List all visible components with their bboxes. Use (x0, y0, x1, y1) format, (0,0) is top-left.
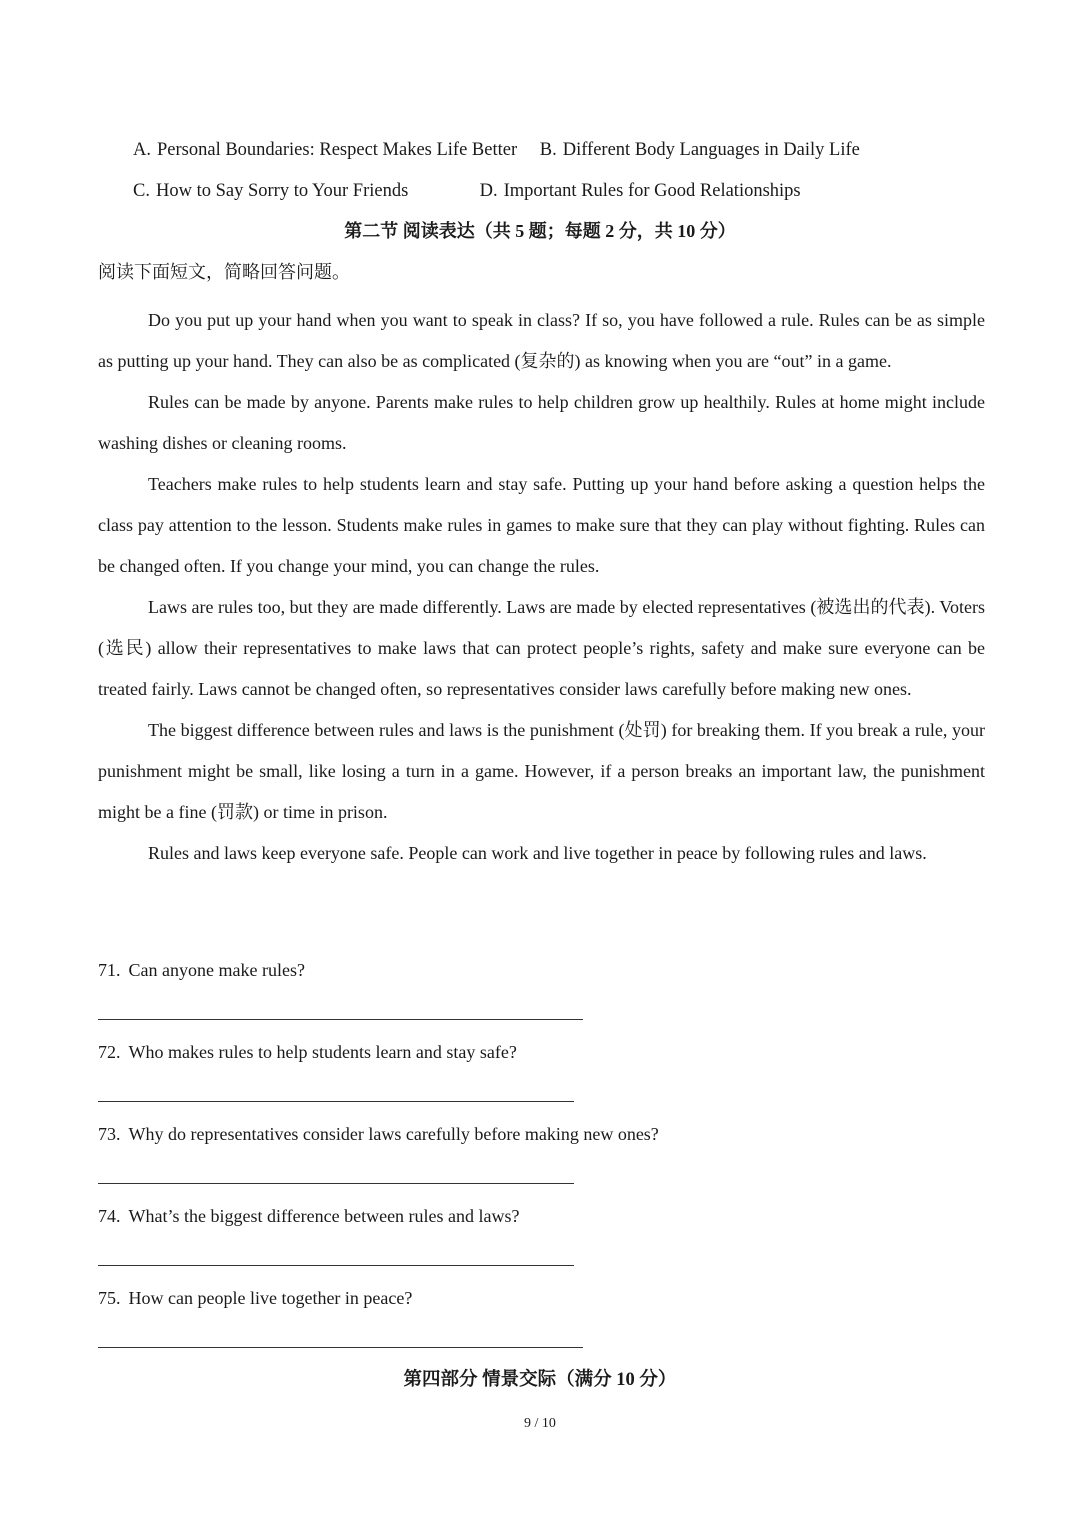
question-text: Can anyone make rules? (128, 960, 305, 980)
question-73 (98, 1121, 659, 1147)
section-title: 第二节 阅读表达（共 5 题；每题 2 分，共 10 分） (344, 221, 736, 241)
option-b (540, 137, 860, 163)
answer-line-74[interactable] (98, 1265, 574, 1266)
question-text: What’s the biggest difference between rules and laws? (128, 1206, 520, 1226)
option-text: Important Rules for Good Relationships (503, 181, 801, 201)
question-text: How can people live together in peace? (128, 1288, 413, 1308)
option-letter: D. (479, 181, 498, 201)
question-number: 72. (98, 1042, 121, 1062)
question-text: Why do representatives consider laws carefully before making new ones? (128, 1124, 659, 1144)
question-number: 75. (98, 1288, 121, 1308)
passage-paragraph: Teachers make rules to help students learn and stay safe. Putting up your hand before asking a question helps the class pay attention to the lesson. Students make rules in games to make sure that they can play without fighting. Rules can be changed often. If you change your mind, you can change the rules. (98, 474, 985, 576)
passage-paragraph: Laws are rules too, but they are made differently. Laws are made by elected representatives (被选出的代表). Voters (选民) allow their representatives to make laws that can protect people’s rights, safety and make sure everyone can be treated fairly. Laws cannot be changed often, so representatives consider laws carefully before making new ones. (98, 597, 985, 699)
question-text: Who makes rules to help students learn and stay safe? (128, 1042, 517, 1062)
answer-line-73[interactable] (98, 1183, 574, 1184)
question-number: 71. (98, 960, 121, 980)
reading-passage (98, 300, 985, 874)
instruction-text: 阅读下面短文，简略回答问题。 (98, 262, 350, 282)
option-text: How to Say Sorry to Your Friends (155, 181, 409, 201)
option-text: Personal Boundaries: Respect Makes Life Better (157, 140, 518, 160)
answer-line-72[interactable] (98, 1101, 574, 1102)
question-75 (98, 1285, 412, 1311)
passage-paragraph: Do you put up your hand when you want to speak in class? If so, you have followed a rule. Rules can be as simple as putting up your hand. They can also be as complicated (复杂的) as knowing when you are “out” in a game. (98, 310, 985, 371)
options-row-2 (133, 178, 801, 204)
passage-paragraph: Rules can be made by anyone. Parents make rules to help children grow up healthily. Rules at home might include washing dishes or cleaning rooms. (98, 392, 985, 453)
page-number: 9 / 10 (524, 1416, 556, 1431)
option-letter: C. (133, 181, 150, 201)
question-number: 74. (98, 1206, 121, 1226)
passage-paragraph: Rules and laws keep everyone safe. People can work and live together in peace by following rules and laws. (148, 843, 927, 863)
question-number: 73. (98, 1124, 121, 1144)
question-71 (98, 957, 305, 983)
passage-paragraph: The biggest difference between rules and laws is the punishment (处罚) for breaking them. If you break a rule, your punishment might be small, like losing a turn in a game. However, if a person breaks an important law, the punishment might be a fine (罚款) or time in prison. (98, 720, 985, 822)
option-text: Different Body Languages in Daily Life (562, 140, 860, 160)
question-72 (98, 1039, 517, 1065)
option-a (133, 137, 517, 163)
answer-line-75[interactable] (98, 1347, 583, 1348)
option-d (480, 178, 801, 204)
question-74 (98, 1203, 520, 1229)
option-c (133, 178, 475, 204)
answer-line-71[interactable] (98, 1019, 583, 1020)
options-row-1 (133, 137, 860, 163)
part-title: 第四部分 情景交际（满分 10 分） (403, 1370, 677, 1390)
option-letter: A. (133, 140, 151, 160)
option-letter: B. (539, 140, 557, 160)
